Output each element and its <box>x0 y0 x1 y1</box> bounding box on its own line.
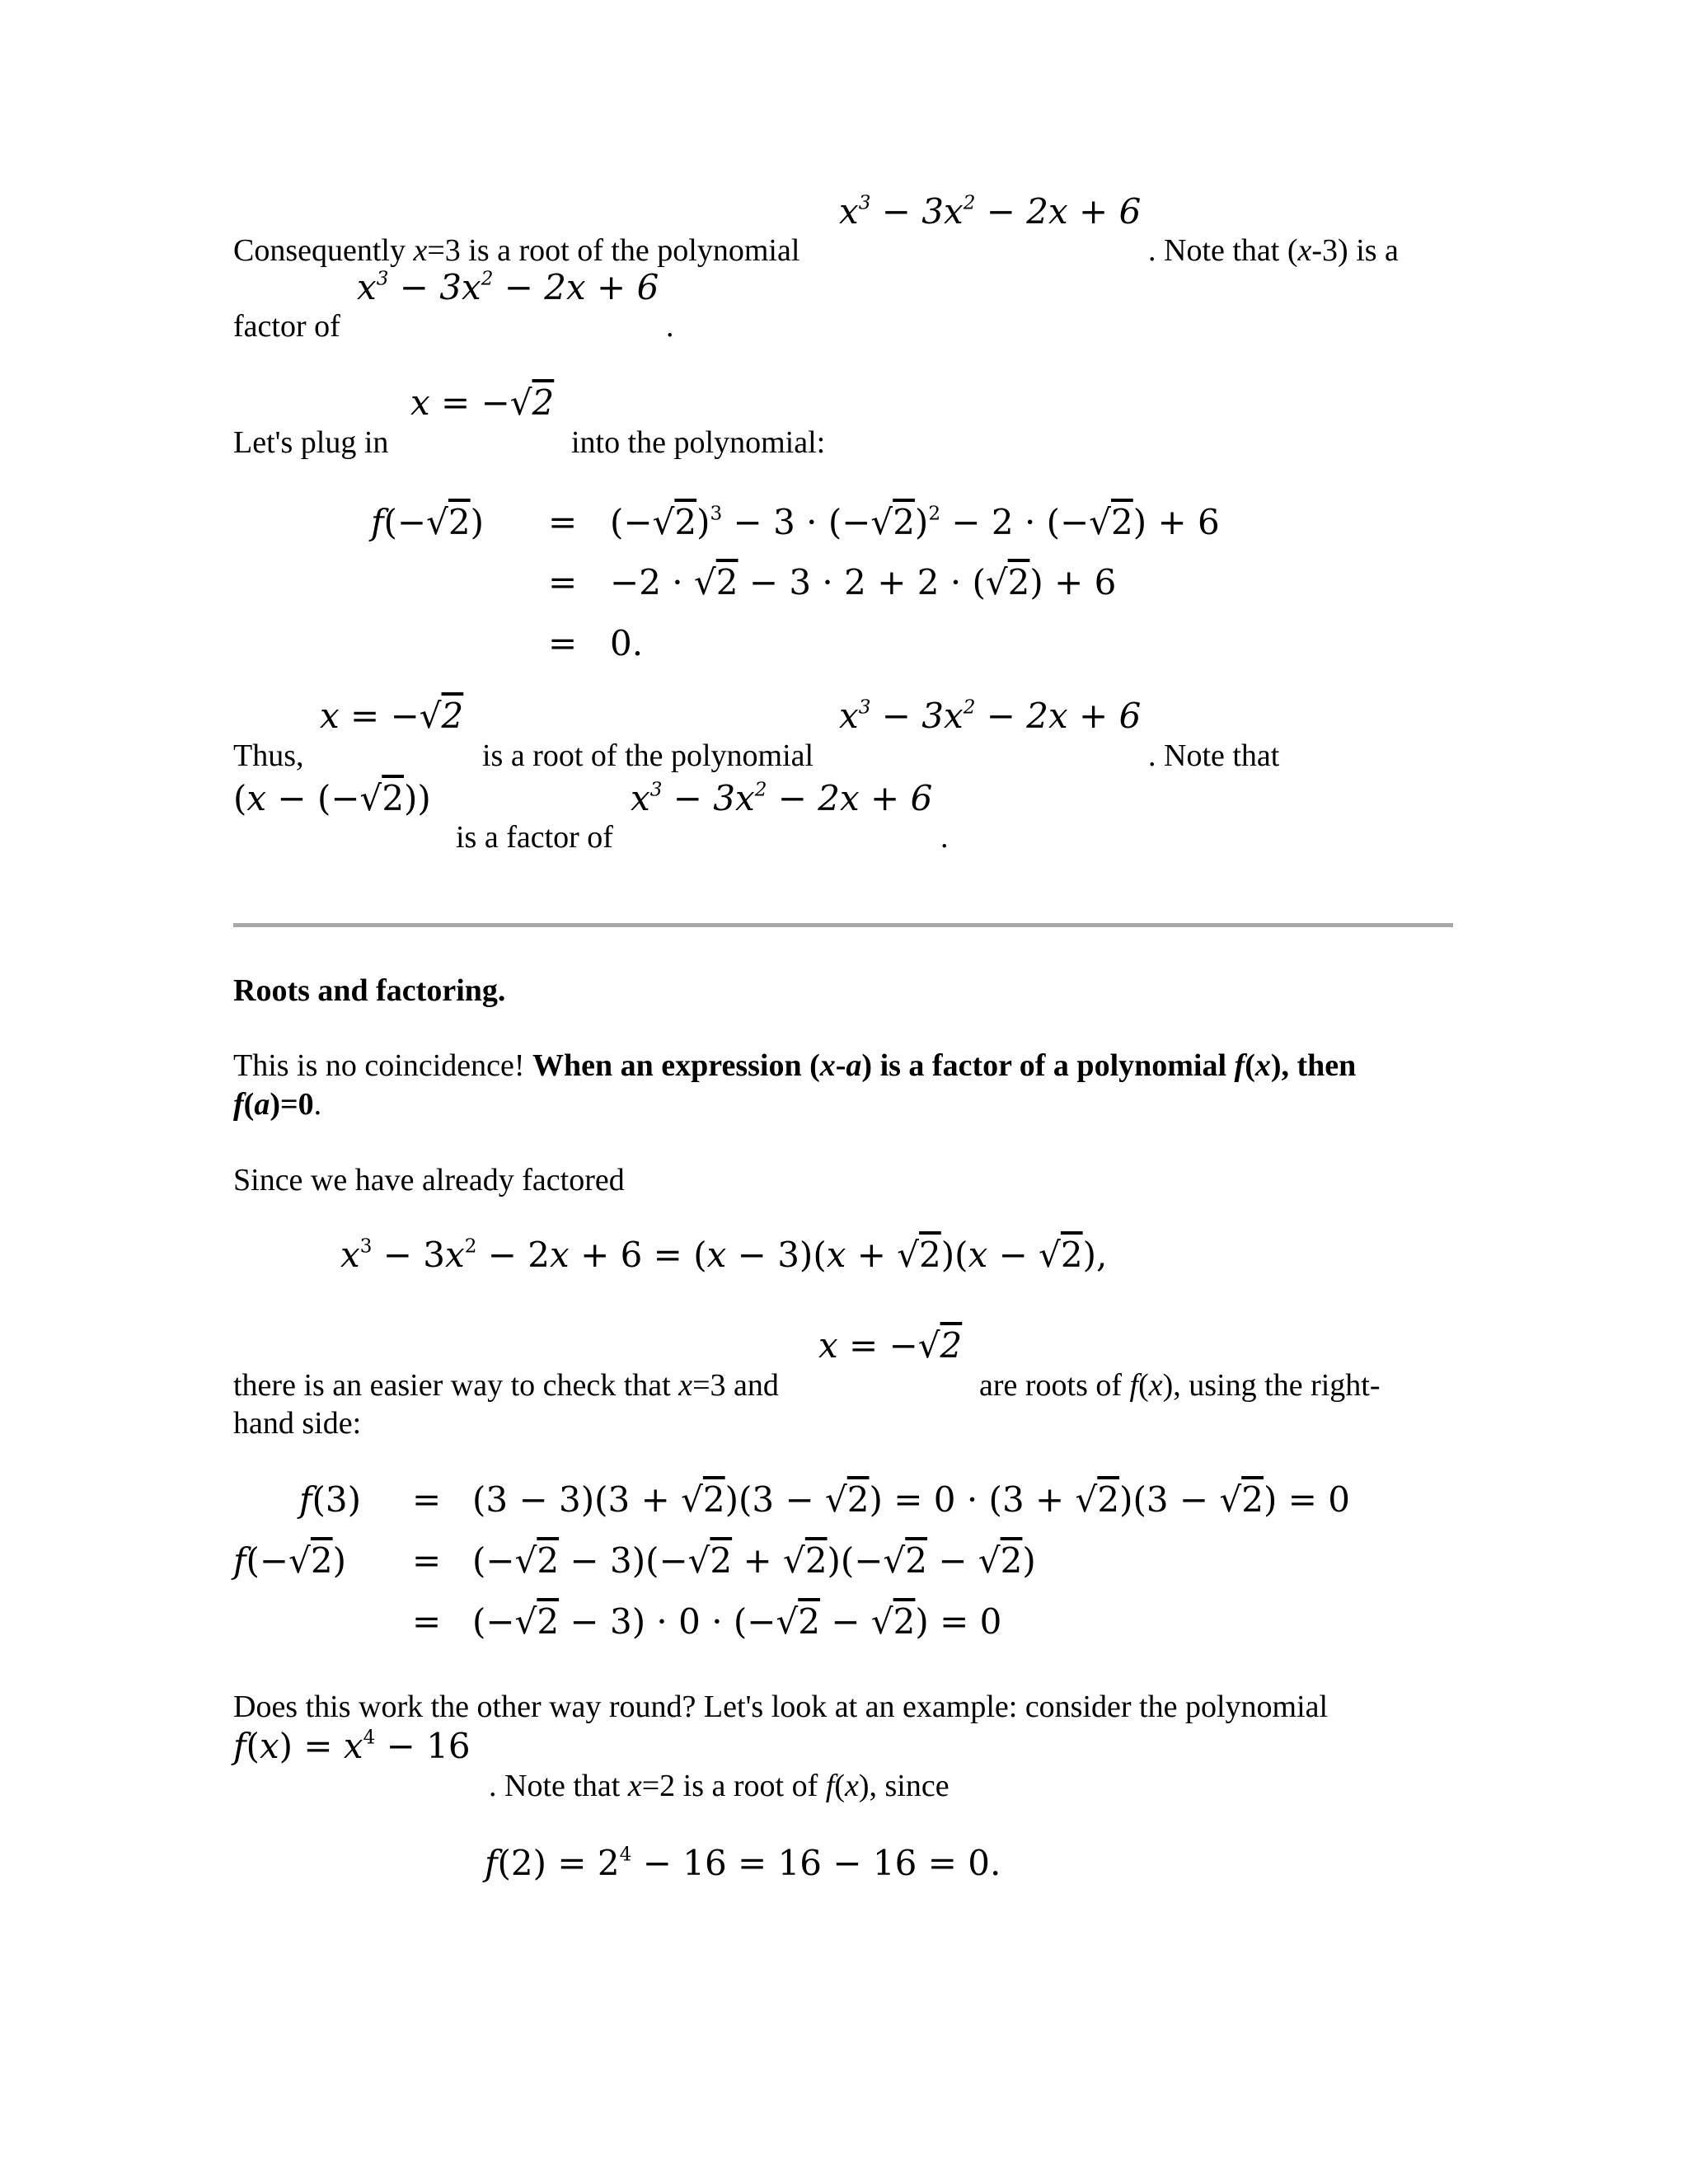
text: are roots of <box>979 1368 1130 1403</box>
text: ), using the right- <box>1162 1368 1381 1403</box>
check-rhs-2: (−√2 − 3)(−√2 + √2)(−√2 − √2) <box>472 1540 1036 1581</box>
text: ( <box>834 1769 845 1803</box>
math-poly-2: $x^3 - 3x^2 - 2x + 6$ <box>357 267 659 307</box>
var-f: f <box>825 1769 835 1803</box>
text: This is no coincidence! <box>233 1048 533 1083</box>
eval-eq-3: = <box>548 623 578 663</box>
bold-text: )=0 <box>270 1087 314 1122</box>
var-x: x <box>1148 1368 1163 1403</box>
math-thus-x: x = −√2 <box>320 696 464 736</box>
math-x-neg-sqrt2: x = −√2 <box>410 382 555 423</box>
check-lhs-1: f(3) <box>299 1479 362 1520</box>
is-root-text: is a root of the polynomial <box>482 738 814 773</box>
period: . <box>666 309 674 344</box>
eval-line-2: −2 · √2 − 3 · 2 + 2 · (√2) + 6 <box>610 562 1117 602</box>
var-x: x <box>844 1769 859 1803</box>
text: . <box>313 1087 322 1122</box>
bold-var: x <box>1254 1048 1271 1083</box>
var-x: x <box>413 233 428 268</box>
eval-line-1: $(-√2)^3 - 3 \cdot (-√2)^2 - 2 \cdot (-√2) + 6$ <box>610 502 1220 542</box>
math-roots-x: x = −√2 <box>818 1325 963 1366</box>
text: =3 is a root of the polynomial <box>427 233 800 268</box>
check-lhs-2: f(−√2) <box>233 1540 347 1581</box>
eval-eq-2: = <box>548 562 578 602</box>
bold-text: ( <box>1245 1048 1255 1083</box>
var-f: f <box>1129 1368 1139 1403</box>
text: -3) is a <box>1311 233 1399 268</box>
bold-text: ) is a factor of a polynomial <box>861 1048 1235 1083</box>
period: . <box>940 820 949 855</box>
check-eq-1: = <box>412 1479 442 1520</box>
note-that-text: . Note that <box>1148 738 1280 773</box>
math-example-eval: $f(2) = 2^4 - 16 = 16 - 16 = 0$. <box>485 1843 1001 1883</box>
into-polynomial-text: into the polynomial: <box>571 425 826 460</box>
bold-var: x <box>819 1048 836 1083</box>
section-heading: Roots and factoring. <box>233 973 506 1008</box>
math-poly-1: $x^3 - 3x^2 - 2x + 6$ <box>839 191 1142 232</box>
paragraph-easier-way <box>233 1370 779 1401</box>
eval-lhs: f(−√2) <box>371 502 485 542</box>
paragraph-are-roots <box>979 1370 1381 1401</box>
check-rhs-3: (−√2 − 3) · 0 · (−√2 − √2) = 0 <box>472 1601 1002 1642</box>
math-poly-3: $x^3 - 3x^2 - 2x + 6$ <box>839 696 1142 736</box>
text: . Note that <box>489 1769 628 1803</box>
eval-line-3: 0. <box>610 623 644 663</box>
bold-var: f <box>233 1087 244 1122</box>
check-rhs-1: (3 − 3)(3 + √2)(3 − √2) = 0 · (3 + √2)(3 − √2) = 0 <box>472 1479 1350 1520</box>
paragraph-x2-root <box>489 1770 950 1802</box>
var-x: x <box>1297 233 1312 268</box>
math-poly-4: $x^3 - 3x^2 - 2x + 6$ <box>631 778 933 818</box>
math-factor-expr: (x − (−√2)) <box>233 778 431 818</box>
var-x: x <box>678 1368 693 1403</box>
is-factor-text: is a factor of <box>456 820 613 855</box>
plug-in-text: Let's plug in <box>233 425 389 460</box>
text: ( <box>1138 1368 1149 1403</box>
bold-text: ( <box>243 1087 255 1122</box>
bold-text: - <box>835 1048 846 1083</box>
var-x: x <box>627 1769 642 1803</box>
factor-of-label: factor of <box>233 309 340 344</box>
paragraph-other-way: Does this work the other way round? Let's look at an example: consider the polynomial <box>233 1690 1329 1724</box>
bold-var: a <box>254 1087 270 1122</box>
paragraph-coincidence <box>233 1050 1356 1081</box>
paragraph-coincidence-line2 <box>233 1089 321 1120</box>
bold-var: a <box>846 1048 862 1083</box>
text: =3 and <box>692 1368 779 1403</box>
bold-text: ), then <box>1270 1048 1357 1083</box>
math-example-f: $f(x) = x^4 - 16$ <box>233 1726 471 1766</box>
paragraph-already-factored: Since we have already factored <box>233 1163 625 1197</box>
bold-text: When an expression ( <box>532 1048 820 1083</box>
thus-text: Thus, <box>233 738 304 773</box>
paragraph-hand-side: hand side: <box>233 1406 362 1441</box>
bold-var: f <box>1234 1048 1245 1083</box>
eval-eq-1: = <box>548 502 578 542</box>
check-eq-2: = <box>412 1540 442 1581</box>
horizontal-divider <box>233 923 1453 927</box>
text: =2 is a root of <box>641 1769 826 1803</box>
paragraph-note-that <box>1148 235 1399 266</box>
text: Consequently <box>233 233 414 268</box>
paragraph-root-x3 <box>233 235 799 266</box>
text: there is an easier way to check that <box>233 1368 679 1403</box>
text: . Note that ( <box>1148 233 1298 268</box>
check-eq-3: = <box>412 1601 442 1642</box>
math-factorization: $x^3 - 3x^2 - 2x + 6 = (x - 3)(x + √2)(x - √2)$, <box>340 1235 1108 1275</box>
text: ), since <box>858 1769 950 1803</box>
